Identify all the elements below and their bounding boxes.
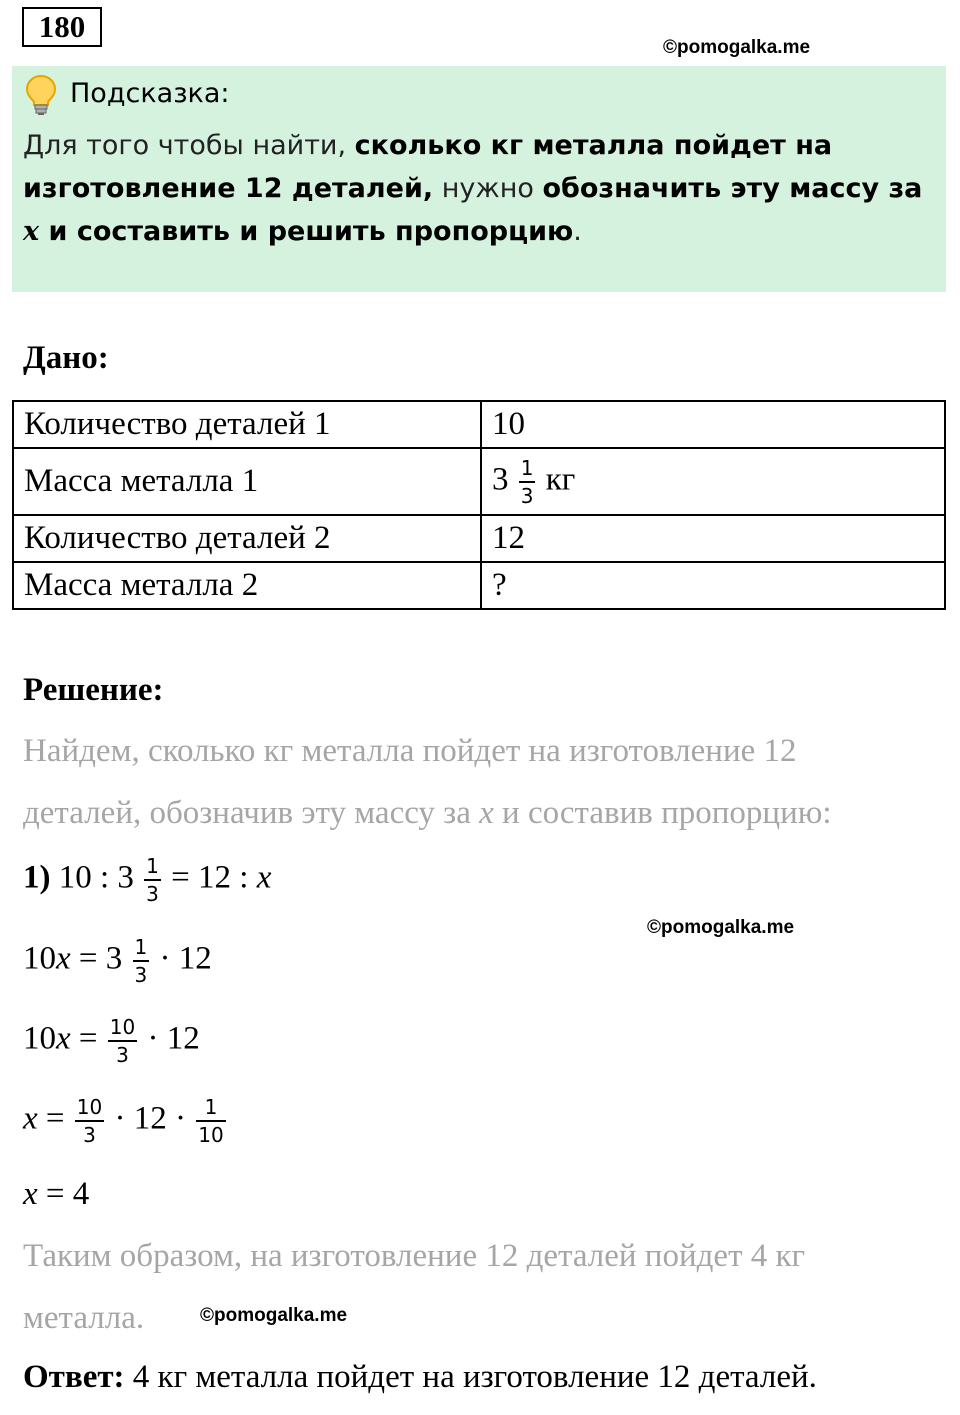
table-row [13, 562, 945, 609]
answer: Ответ: 4 кг металла пойдет на изготовление 12 деталей. [23, 1359, 817, 1395]
solution-intro: Найдем, сколько кг металла пойдет на изготовление 12 [23, 733, 797, 769]
hint-text: Для того чтобы найти, сколько кг металла пойдет на изготовление 12 деталей, нужно обозначить эту массу за x и составить и решить пропорцию. [23, 130, 923, 247]
conclusion: металла. [23, 1300, 145, 1336]
table-row [13, 448, 945, 515]
answer-label: Ответ: [23, 1359, 125, 1395]
conclusion: Таким образом, на изготовление 12 деталей пойдет 4 кг [23, 1238, 806, 1274]
solution-intro: деталей, обозначив эту массу за x и составив пропорцию: [23, 795, 832, 831]
given-label: Количество деталей 2 [13, 515, 481, 562]
watermark: ©pomogalka.me [663, 37, 811, 58]
given-heading: Дано: [23, 340, 109, 376]
equation-1: 1) 10 : 3 $\frac{1}{3}$ = 12 : x [23, 854, 272, 906]
table-row [13, 401, 945, 448]
equation-5: x = 4 [23, 1176, 90, 1212]
equation-2: 10x = 3 $\frac{1}{3}$ · 12 [23, 935, 212, 987]
table-row [13, 515, 945, 562]
fraction: $\frac{10}{3}$ [76, 1095, 103, 1147]
fraction: $\frac{10}{3}$ [109, 1015, 136, 1067]
given-value: 12 [481, 515, 945, 562]
given-label: Масса металла 2 [13, 562, 481, 609]
given-table [12, 400, 946, 610]
given-value: ? [481, 562, 945, 609]
equation-4: x = $\frac{10}{3}$ · 12 · $\frac{1}{10}$ [23, 1095, 224, 1147]
step-label: 1) [23, 859, 51, 896]
given-value: 3 $\frac{1}{3}$ кг [481, 448, 945, 515]
given-value: 10 [481, 401, 945, 448]
fraction: $\frac{1}{10}$ [198, 1095, 224, 1147]
given-label: Количество деталей 1 [13, 401, 481, 448]
watermark: ©pomogalka.me [200, 1305, 348, 1326]
hint-title: Подсказка: [70, 78, 230, 109]
fraction: $\frac{1}{3}$ [134, 935, 148, 987]
task-number: 180 [22, 7, 102, 47]
hint-box [12, 66, 946, 292]
equation-3: 10x = $\frac{10}{3}$ · 12 [23, 1015, 200, 1067]
solution-heading: Решение: [23, 672, 164, 708]
fraction: $\frac{1}{3}$ [520, 455, 534, 508]
given-label: Масса металла 1 [13, 448, 481, 515]
lightbulb-icon [25, 74, 57, 120]
watermark: ©pomogalka.me [647, 917, 795, 938]
fraction: $\frac{1}{3}$ [146, 854, 159, 906]
